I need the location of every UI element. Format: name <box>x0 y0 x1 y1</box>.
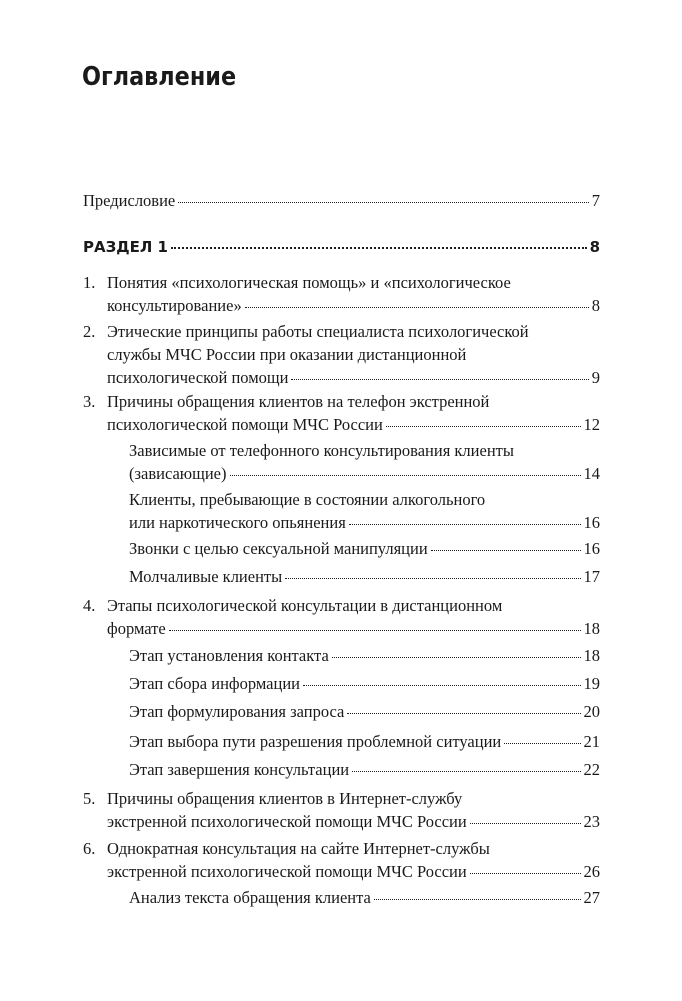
toc-entry[interactable] <box>0 838 682 884</box>
toc-entry-title: Анализ текста обращения клиента <box>129 888 371 907</box>
toc-entry-title: Звонки с целью сексуальной манипуляции <box>129 539 428 558</box>
toc-page-number: 23 <box>583 812 600 831</box>
dot-leader <box>291 379 588 380</box>
toc-entry[interactable] <box>0 237 682 260</box>
dot-leader <box>347 713 580 714</box>
toc-entry-title: Этап формулирования запроса <box>129 702 345 721</box>
toc-entry-title: психологической помощи <box>107 368 289 387</box>
toc-entry[interactable] <box>0 272 682 318</box>
toc-page-number: 8 <box>591 296 600 315</box>
dot-leader <box>349 524 581 525</box>
dot-leader <box>230 475 581 476</box>
toc-entry[interactable] <box>0 321 682 390</box>
dot-leader <box>504 743 580 744</box>
toc-page-number: 18 <box>583 646 600 665</box>
toc-page-number: 19 <box>583 674 600 693</box>
toc-entry-title: экстренной психологической помощи МЧС России <box>107 862 467 881</box>
dot-leader <box>245 307 589 308</box>
toc-entry-title: Этап завершения консультации <box>129 760 350 779</box>
toc-entry-number: 5. <box>83 789 96 808</box>
toc-entry[interactable] <box>0 701 682 724</box>
toc-entry-title: Этап выбора пути разрешения проблемной ситуации <box>129 732 502 751</box>
toc-entry-title: Молчаливые клиенты <box>129 567 283 586</box>
toc-page-number: 18 <box>583 619 600 638</box>
toc-entry-title: РАЗДЕЛ 1 <box>83 238 168 256</box>
dot-leader <box>352 771 580 772</box>
dot-leader <box>171 247 587 249</box>
toc-entry[interactable] <box>0 645 682 668</box>
dot-leader <box>303 685 581 686</box>
dot-leader <box>470 873 581 874</box>
toc-page-number: 26 <box>583 862 600 881</box>
toc-page-number: 8 <box>589 238 600 256</box>
toc-entry-title: Клиенты, пребывающие в состоянии алкогольного <box>129 490 486 509</box>
toc-entry-number: 6. <box>83 839 96 858</box>
toc-entry-title: (зависающие) <box>129 464 227 483</box>
dot-leader <box>386 426 581 427</box>
toc-entry-title: службы МЧС России при оказании дистанционной <box>107 345 467 364</box>
toc-entry[interactable] <box>0 489 682 535</box>
toc-page-number: 17 <box>583 567 600 586</box>
toc-entry-title: Этапы психологической консультации в дистанционном <box>107 596 503 615</box>
toc-entry[interactable] <box>0 538 682 561</box>
toc-entry-title: Зависимые от телефонного консультирования клиенты <box>129 441 514 460</box>
toc-entry-number: 4. <box>83 596 96 615</box>
toc-entry[interactable] <box>0 566 682 589</box>
toc-entry-title: Этап сбора информации <box>129 674 300 693</box>
toc-page-number: 21 <box>583 732 600 751</box>
dot-leader <box>178 202 589 203</box>
dot-leader <box>374 899 581 900</box>
toc-entry-number: 1. <box>83 273 96 292</box>
toc-entry[interactable] <box>0 391 682 437</box>
toc-entry-title: Понятия «психологическая помощь» и «психологическое <box>107 273 511 292</box>
toc-entry[interactable] <box>0 788 682 834</box>
toc-entry-title: Однократная консультация на сайте Интернет-службы <box>107 839 490 858</box>
toc-entry-title: Причины обращения клиентов на телефон экстренной <box>107 392 490 411</box>
toc-entry-title: Предисловие <box>83 191 176 210</box>
toc-entry[interactable] <box>0 595 682 641</box>
toc-entry-title: формате <box>107 619 166 638</box>
toc-page-number: 27 <box>583 888 600 907</box>
toc-entry-title: экстренной психологической помощи МЧС России <box>107 812 467 831</box>
toc-entry[interactable] <box>0 440 682 486</box>
toc-page-number: 14 <box>583 464 600 483</box>
dot-leader <box>285 578 580 579</box>
toc-entry-title: Причины обращения клиентов в Интернет-службу <box>107 789 463 808</box>
toc-page-number: 16 <box>583 539 600 558</box>
toc-entry-title: Этические принципы работы специалиста психологической <box>107 322 529 341</box>
toc-entry[interactable] <box>0 887 682 910</box>
dot-leader <box>169 630 581 631</box>
toc-entry[interactable] <box>0 673 682 696</box>
toc-entry[interactable] <box>0 731 682 754</box>
toc-entry[interactable] <box>0 759 682 782</box>
toc-entry-title: или наркотического опьянения <box>129 513 346 532</box>
toc-page-number: 16 <box>583 513 600 532</box>
toc-page-number: 22 <box>583 760 600 779</box>
dot-leader <box>431 550 581 551</box>
toc-entry-number: 2. <box>83 322 96 341</box>
toc-entry-title: психологической помощи МЧС России <box>107 415 383 434</box>
toc-entry-title: консультирование» <box>107 296 242 315</box>
toc-page-number: 20 <box>583 702 600 721</box>
dot-leader <box>332 657 581 658</box>
toc-entry-number: 3. <box>83 392 96 411</box>
toc-entry[interactable] <box>0 190 682 213</box>
toc-page-number: 7 <box>591 191 600 210</box>
page-title: Оглавление <box>82 62 237 92</box>
dot-leader <box>470 823 581 824</box>
toc-entry-title: Этап установления контакта <box>129 646 329 665</box>
toc-page-number: 12 <box>583 415 600 434</box>
toc-page-number: 9 <box>591 368 600 387</box>
